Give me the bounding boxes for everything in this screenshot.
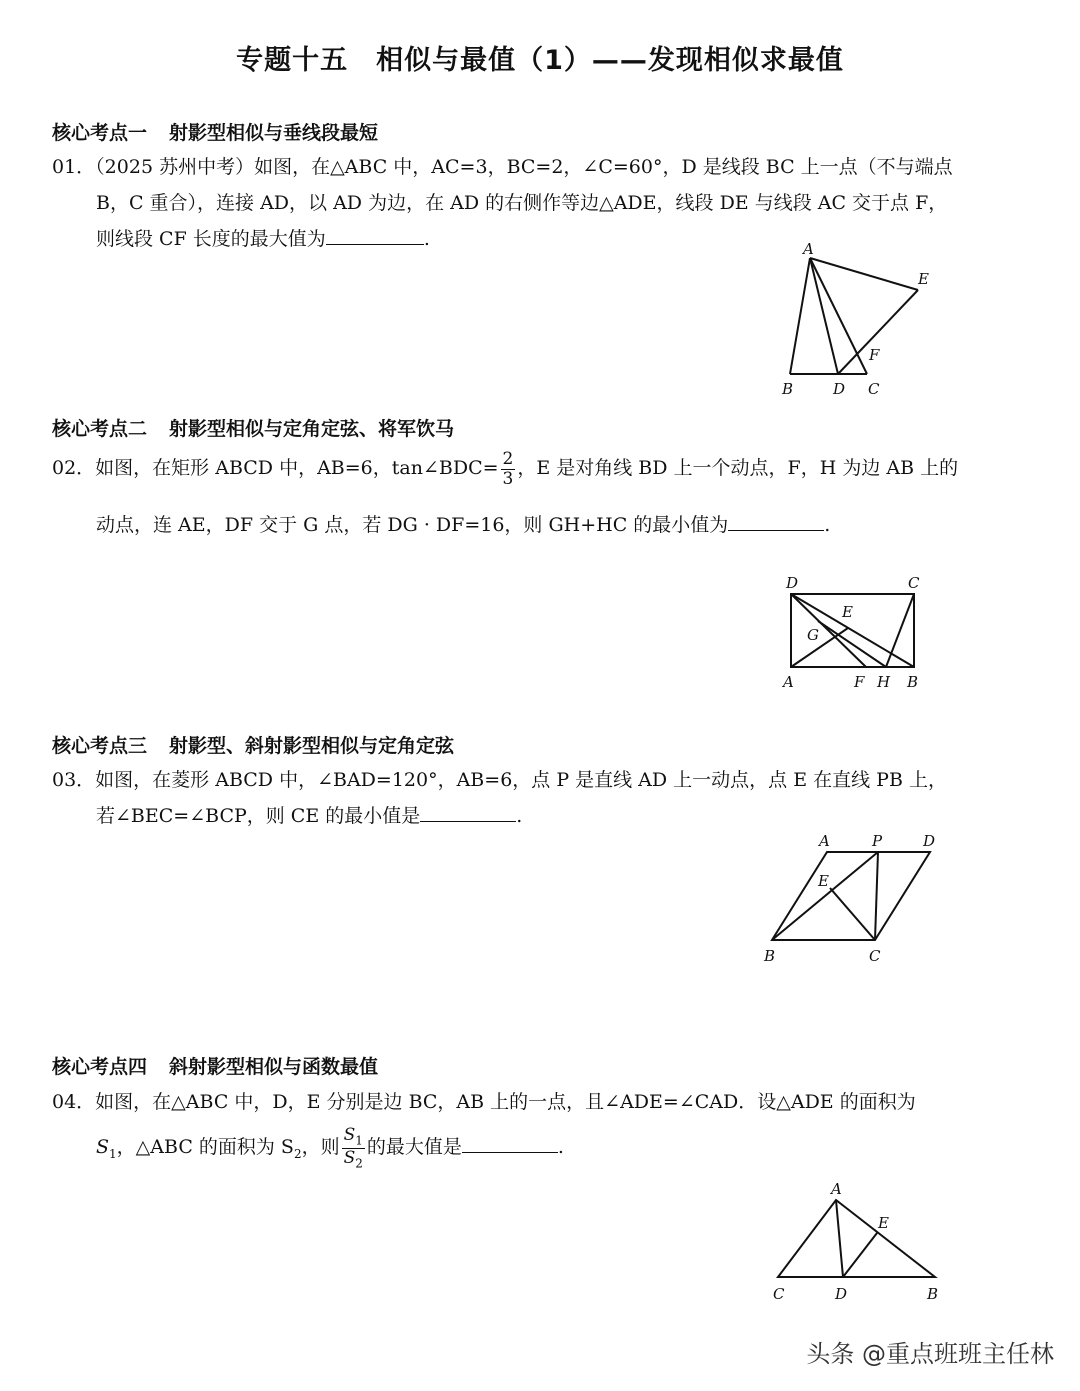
problem-1-text: 则线段 CF 长度的最大值为 bbox=[96, 228, 326, 250]
problem-1-line-1: 01．（2025 苏州中考）如图，在△ABC 中，AC=3，BC=2，∠C=60°，D 是线段 BC 上一点（不与端点 bbox=[52, 156, 953, 178]
problem-1-line-2: B，C 重合），连接 AD，以 AD 为边，在 AD 的右侧作等边△ADE，线段 DE 与线段 AC 交于点 F， bbox=[96, 192, 948, 214]
problem-2-line-1 bbox=[52, 450, 958, 488]
section-label: 核心考点一 bbox=[52, 122, 148, 144]
label-C: C bbox=[868, 380, 880, 398]
problem-2-text-b: ，E 是对角线 BD 上一个动点，F，H 为边 AB 上的 bbox=[517, 457, 959, 480]
label-E: E bbox=[878, 1214, 889, 1232]
label-A: A bbox=[831, 1180, 842, 1198]
answer-blank-4[interactable] bbox=[462, 1134, 558, 1153]
s-letter: S bbox=[96, 1136, 110, 1159]
segment-AD bbox=[836, 1200, 843, 1277]
label-C: C bbox=[908, 574, 920, 592]
segment-AE bbox=[791, 628, 848, 667]
label-D: D bbox=[786, 574, 799, 592]
answer-blank-3[interactable] bbox=[420, 803, 516, 822]
page-title: 专题十五 相似与最值（1）——发现相似求最值 bbox=[236, 45, 844, 76]
section-topic: 射影型相似与定角定弦、将军饮马 bbox=[169, 418, 455, 440]
label-G: G bbox=[807, 626, 819, 644]
figure-1 bbox=[770, 240, 950, 400]
watermark-text: 头条 @重点班班主任林 bbox=[806, 1340, 1054, 1368]
label-E: E bbox=[818, 872, 829, 890]
period: . bbox=[557, 1136, 564, 1159]
section-heading-4 bbox=[52, 1052, 378, 1079]
label-F: F bbox=[854, 673, 865, 691]
fraction-denominator: 3 bbox=[502, 468, 514, 489]
section-label: 核心考点四 bbox=[52, 1056, 148, 1078]
fraction-s1-over-s2 bbox=[342, 1126, 365, 1170]
label-E: E bbox=[842, 603, 853, 621]
fraction-numerator: 2 bbox=[502, 449, 514, 469]
segment-AC bbox=[810, 258, 867, 374]
period: . bbox=[423, 228, 430, 250]
segment-AB bbox=[790, 258, 810, 374]
problem-2-text-c: 动点，连 AE，DF 交于 G 点，若 DG · DF=16，则 GH+HC 的最小值为 bbox=[96, 514, 729, 536]
label-B: B bbox=[927, 1285, 939, 1303]
rhombus-ABCD bbox=[772, 852, 930, 940]
s1-symbol bbox=[96, 1136, 117, 1161]
figure-4 bbox=[765, 1175, 950, 1305]
problem-4-text-b: ，则 bbox=[301, 1136, 340, 1159]
problem-4-line-1: 04．如图，在△ABC 中，D，E 分别是边 BC，AB 上的一点，且∠ADE=∠CAD．设△ADE 的面积为 bbox=[52, 1091, 916, 1113]
label-P: P bbox=[872, 832, 883, 850]
label-B: B bbox=[764, 947, 776, 965]
label-A: A bbox=[819, 832, 830, 850]
segment-HC bbox=[886, 594, 914, 667]
section-topic: 射影型、斜射影型相似与定角定弦 bbox=[169, 735, 455, 757]
problem-4-text-c: 的最大值是 bbox=[366, 1136, 462, 1159]
subscript: 2 bbox=[355, 1155, 363, 1170]
label-C: C bbox=[773, 1285, 785, 1303]
subscript: 1 bbox=[109, 1146, 117, 1161]
subscript: 2 bbox=[293, 1146, 302, 1161]
label-C: C bbox=[869, 947, 881, 965]
problem-2-line-2 bbox=[96, 510, 830, 537]
section-heading-3 bbox=[52, 731, 454, 758]
problem-4-text-a: ，△ABC 的面积为 S bbox=[116, 1136, 294, 1159]
label-D: D bbox=[833, 380, 846, 398]
segment-AD bbox=[810, 258, 838, 374]
segment-EC bbox=[830, 888, 875, 940]
section-heading-2 bbox=[52, 414, 454, 441]
answer-blank-2[interactable] bbox=[728, 512, 824, 531]
section-heading-1 bbox=[52, 118, 378, 145]
s-letter: S bbox=[343, 1125, 356, 1145]
problem-3-line-2 bbox=[96, 801, 522, 828]
problem-1-line-3 bbox=[96, 224, 430, 251]
label-B: B bbox=[782, 380, 794, 398]
segment-DF bbox=[791, 594, 866, 667]
section-label: 核心考点二 bbox=[52, 418, 148, 440]
subscript: 1 bbox=[355, 1133, 363, 1148]
segment-PC bbox=[875, 852, 878, 940]
section-topic: 斜射影型相似与函数最值 bbox=[169, 1056, 379, 1078]
triangle-ABC bbox=[778, 1200, 935, 1277]
fraction-numerator bbox=[342, 1126, 365, 1149]
label-A: A bbox=[803, 240, 814, 258]
problem-3-text: 若∠BEC=∠BCP，则 CE 的最小值是 bbox=[96, 805, 421, 827]
fraction-denominator bbox=[342, 1149, 365, 1171]
segment-AE bbox=[810, 258, 918, 290]
label-D: D bbox=[923, 832, 936, 850]
label-H: H bbox=[877, 673, 891, 691]
s-letter: S bbox=[343, 1147, 356, 1168]
fraction-two-thirds bbox=[501, 450, 516, 488]
segment-DE bbox=[843, 1233, 877, 1277]
period: . bbox=[516, 805, 523, 827]
label-B: B bbox=[907, 673, 919, 691]
problem-4-line-2 bbox=[96, 1126, 564, 1170]
answer-blank-1[interactable] bbox=[326, 226, 424, 245]
section-topic: 射影型相似与垂线段最短 bbox=[169, 122, 379, 144]
problem-3-line-1: 03．如图，在菱形 ABCD 中，∠BAD=120°，AB=6，点 P 是直线 AD 上一动点，点 E 在直线 PB 上， bbox=[52, 769, 947, 791]
problem-2-text-a: 02．如图，在矩形 ABCD 中，AB=6，tan∠BDC= bbox=[52, 457, 499, 480]
figure-2 bbox=[770, 570, 940, 695]
label-F: F bbox=[869, 346, 880, 364]
period: . bbox=[824, 514, 831, 536]
label-D: D bbox=[835, 1285, 848, 1303]
figure-3 bbox=[760, 828, 950, 968]
segment-BP bbox=[772, 852, 878, 940]
label-E: E bbox=[918, 270, 929, 288]
section-label: 核心考点三 bbox=[52, 735, 148, 757]
label-A: A bbox=[783, 673, 794, 691]
